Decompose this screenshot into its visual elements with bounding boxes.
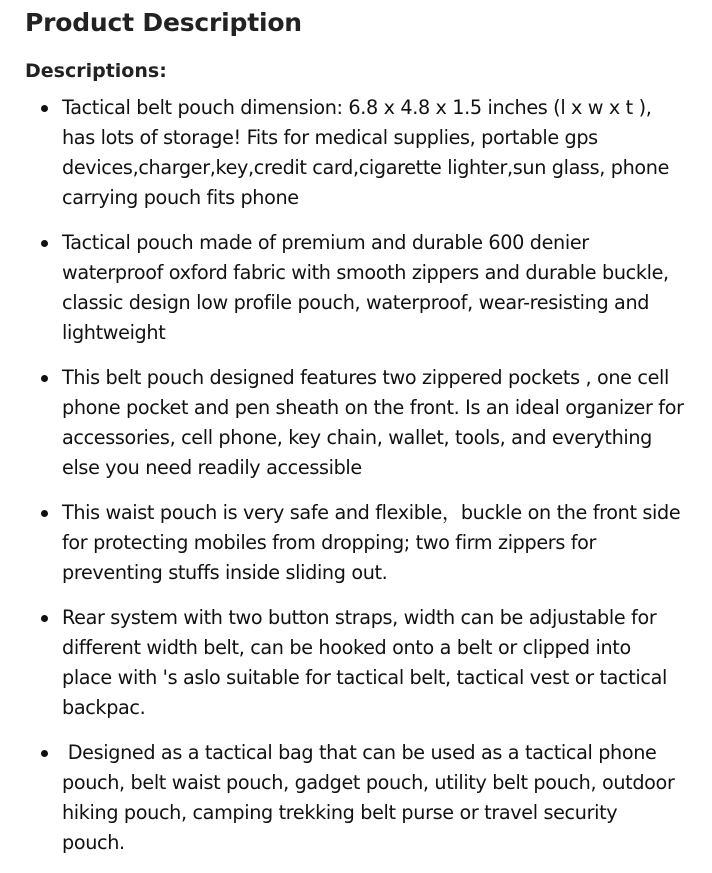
list-item-text: Tactical pouch made of premium and durable 600 denier waterproof oxford fabric with smooth zippers and durable buckle, classic design low profile pouch, waterproof, wear-resisting and lightweight	[62, 231, 675, 344]
product-description-section	[25, 6, 705, 84]
bullet-icon	[41, 750, 48, 757]
list-item-text: This waist pouch is very safe and flexible，buckle on the front side for protecting mobiles from dropping; two firm zippers for preventing stuffs inside sliding out.	[62, 501, 687, 584]
list-item	[62, 603, 684, 723]
list-item	[62, 93, 684, 213]
list-item	[62, 738, 684, 858]
list-item-text: This belt pouch designed features two zippered pockets , one cell phone pocket and pen sheath on the front. Is an ideal organizer for accessories, cell phone, key chain, wallet, tools, and everything else you need readily accessible	[62, 366, 690, 479]
bullet-icon	[41, 240, 48, 247]
descriptions-label: Descriptions:	[25, 60, 167, 82]
section-title: Product Description	[25, 8, 302, 37]
bullet-icon	[41, 105, 48, 112]
list-item-text: Rear system with two button straps, width can be adjustable for different width belt, can be hooked onto a belt or clipped into place with 's aslo suitable for tactical belt, tactical vest or tactical backpac.	[62, 606, 673, 719]
description-list	[62, 93, 690, 873]
list-item-text: Designed as a tactical bag that can be used as a tactical phone pouch, belt waist pouch, gadget pouch, utility belt pouch, outdoor hiking pouch, camping trekking belt purse or travel security pouch.	[62, 741, 681, 854]
list-item	[62, 363, 690, 483]
bullet-icon	[41, 615, 48, 622]
list-item-text: Tactical belt pouch dimension: 6.8 x 4.8 x 1.5 inches (l x w x t ), has lots of storage! Fits for medical supplies, portable gps devices,charger,key,credit card,cigarette lighter,sun glass, phone carrying pouch fits phone	[62, 96, 675, 209]
bullet-icon	[41, 510, 48, 517]
list-item	[62, 228, 684, 348]
list-item	[62, 498, 687, 588]
bullet-icon	[41, 375, 48, 382]
